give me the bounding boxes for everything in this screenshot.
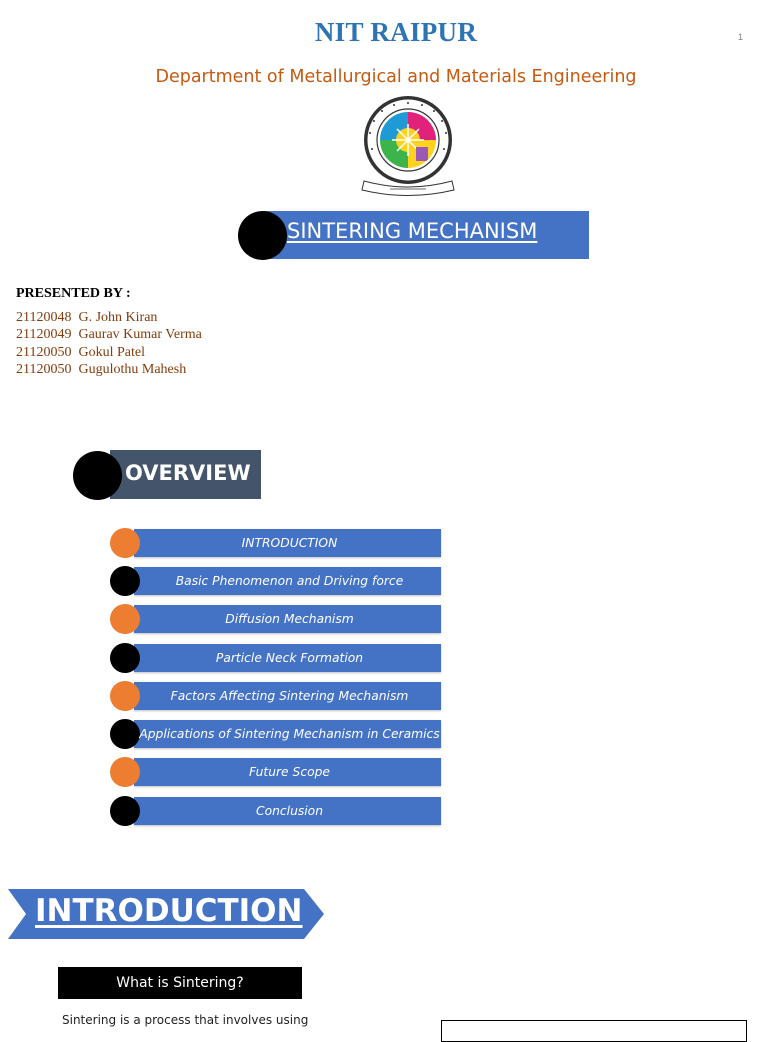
toc-item-label: INTRODUCTION	[241, 536, 338, 550]
toc-item-particle-neck[interactable]	[110, 644, 441, 672]
presenter-name: Gokul Patel	[78, 344, 145, 360]
toc-bullet-icon	[110, 643, 140, 673]
presenter-roll: 21120049	[16, 327, 72, 343]
toc-item-label: Basic Phenomenon and Driving force	[175, 574, 404, 588]
presenter-row	[16, 309, 202, 326]
toc-item-label: Conclusion	[255, 804, 323, 818]
toc-item-factors[interactable]	[110, 682, 441, 710]
toc-bullet-icon	[110, 796, 140, 826]
image-frame	[441, 1020, 747, 1042]
presenter-name: Gugulothu Mahesh	[78, 361, 187, 377]
toc-item-basic-phenomenon[interactable]	[110, 567, 441, 595]
toc-item-label: Factors Affecting Sintering Mechanism	[170, 689, 409, 703]
presented-by-heading: PRESENTED BY :	[16, 286, 131, 301]
toc-bullet-icon	[110, 681, 140, 711]
presenter-roll: 21120048	[16, 310, 72, 325]
toc-item-conclusion[interactable]	[110, 797, 441, 825]
title-bullet-icon	[238, 211, 287, 260]
presentation-title: SINTERING MECHANISM	[287, 219, 538, 243]
toc-item-future-scope[interactable]	[110, 758, 441, 786]
toc-item-applications[interactable]	[110, 720, 441, 748]
introduction-body-text: Sintering is a process that involves using	[62, 1013, 309, 1027]
nit-raipur-emblem-icon	[350, 95, 466, 200]
toc-item-label: Particle Neck Formation	[215, 651, 364, 665]
presenter-list	[16, 309, 202, 378]
toc-item-diffusion-mechanism[interactable]	[110, 605, 441, 633]
presenter-row	[16, 361, 202, 378]
presenter-roll: 21120050	[16, 344, 72, 360]
presenter-row	[16, 326, 202, 343]
institute-title: NIT RAIPUR	[314, 17, 478, 47]
toc-bullet-icon	[110, 566, 140, 596]
introduction-heading: INTRODUCTION	[35, 893, 303, 929]
toc-bullet-icon	[110, 604, 140, 634]
presenter-roll: 21120050	[16, 361, 72, 377]
overview-bullet-icon	[73, 451, 122, 500]
toc-item-label: Diffusion Mechanism	[225, 612, 354, 626]
toc-item-label: Applications of Sintering Mechanism in Ceramics	[139, 727, 440, 741]
toc-item-introduction[interactable]	[110, 529, 441, 557]
presenter-row	[16, 344, 202, 361]
toc-bullet-icon	[110, 719, 140, 749]
presenter-name: G. John Kiran	[78, 310, 158, 325]
toc-bullet-icon	[110, 757, 140, 787]
toc-item-label: Future Scope	[249, 765, 330, 779]
page-number: 1	[738, 32, 744, 42]
what-is-sintering-box: What is Sintering?	[58, 967, 302, 999]
department-name: Department of Metallurgical and Materials Engineering	[155, 67, 637, 87]
overview-heading: OVERVIEW	[125, 461, 251, 485]
presenter-name: Gaurav Kumar Verma	[78, 327, 202, 343]
toc-bullet-icon	[110, 528, 140, 558]
